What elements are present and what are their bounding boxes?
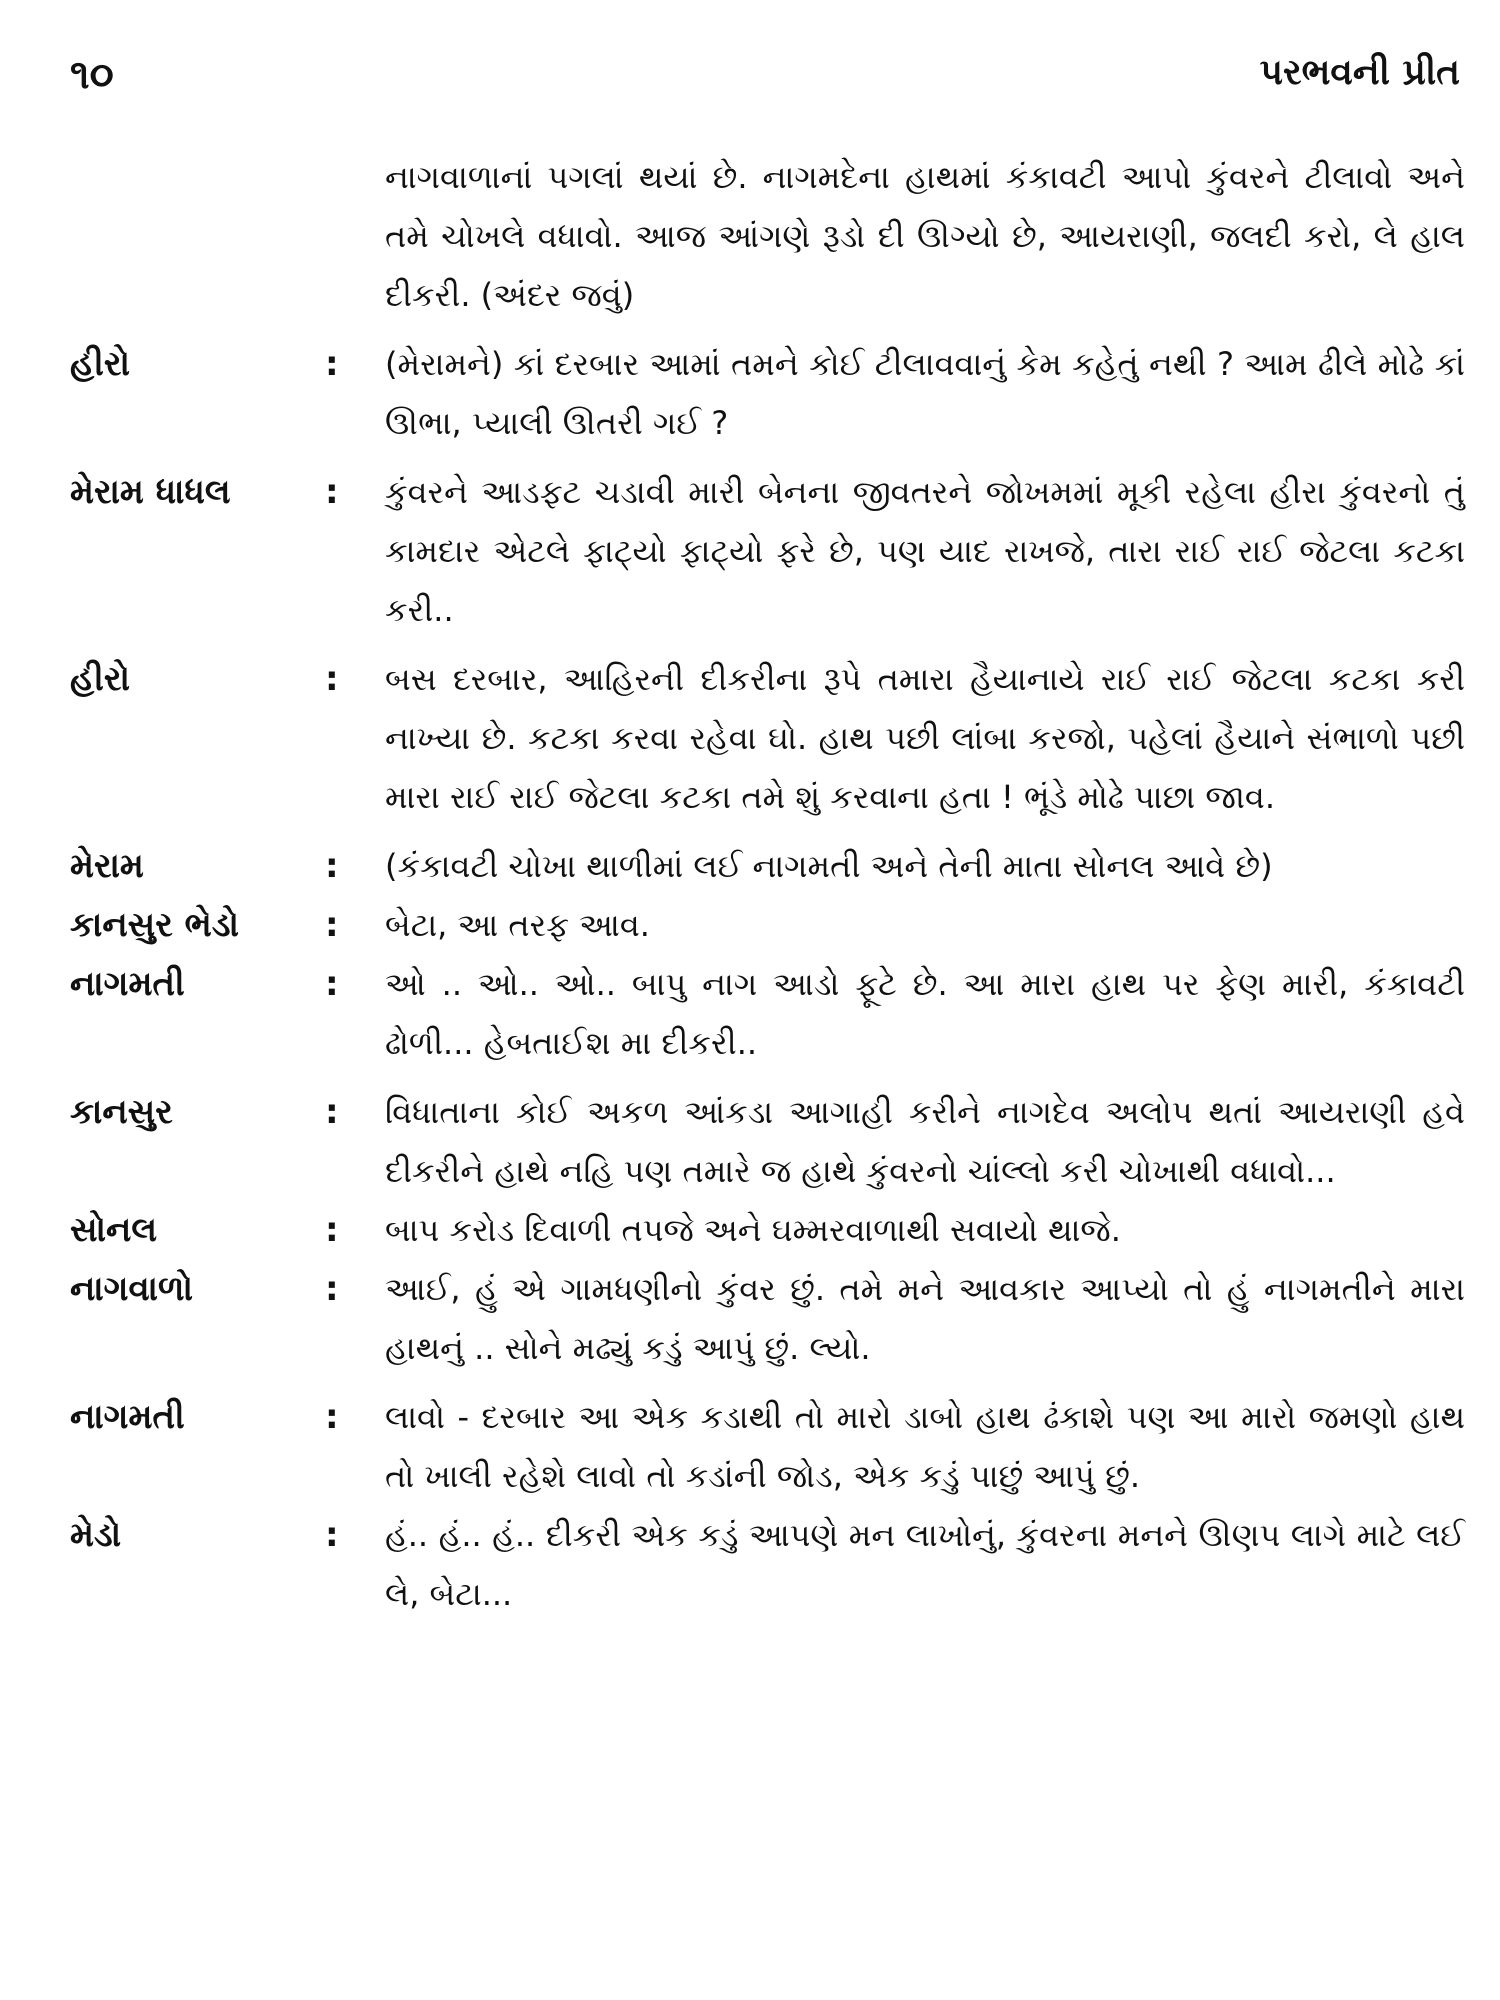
speaker-colon: :: [325, 1515, 339, 1555]
speaker-colon: :: [325, 964, 339, 1004]
speech-text: વિધાતાના કોઈ અકળ આંકડા આગાહી કરીને નાગદેવ અલોપ થતાં આયરાણી હવે દીકરીને હાથે નહિ પણ તમારે જ હાથે કુંવરનો ચાંલ્લો કરી ચોખાથી વધાવો...: [385, 1093, 1465, 1190]
dialogue-entry: [70, 896, 1470, 955]
speaker-name: કાનસુર: [70, 1092, 173, 1132]
speaker-name: નાગમતી: [70, 1397, 185, 1437]
page-number: ૧૦: [70, 52, 114, 98]
speaker-name: હીરો: [70, 659, 130, 699]
speech-text: બાપ કરોડ દિવાળી તપજે અને ઘમ્મરવાળાથી સવાયો થાજે.: [385, 1211, 1121, 1249]
dialogue-entry: [70, 1083, 1470, 1201]
speech-text: આઈ, હું એ ગામધણીનો કુંવર છું. તમે મને આવકાર આપ્યો તો હું નાગમતીને મારા હાથનું .. સોને મઢ્યું કડું આપું છું. લ્યો.: [385, 1270, 1465, 1367]
speaker-name: મેરામ ધાધલ: [70, 472, 231, 512]
speech-text: બેટા, આ તરફ આવ.: [385, 906, 650, 944]
speaker-name: સોનલ: [70, 1210, 158, 1250]
continued-speech: [70, 148, 1470, 325]
dialogue-list: [70, 335, 1470, 1624]
speaker-colon: :: [325, 905, 339, 945]
dialogue-entry: [70, 1201, 1470, 1260]
speaker-colon: :: [325, 344, 339, 384]
speech-text: કુંવરને આડફટ ચડાવી મારી બેનના જીવતરને જોખમમાં મૂકી રહેલા હીરા કુંવરનો તું કામદાર એટલે ફાટ્યો ફાટ્યો ફરે છે, પણ યાદ રાખજે, તારા રાઈ રાઈ જેટલા કટકા કરી..: [385, 473, 1465, 629]
speech-text: બસ દરબાર, આહિરની દીકરીના રૂપે તમારા હૈયાનાયે રાઈ રાઈ જેટલા કટકા કરી નાખ્યા છે. કટકા કરવા રહેવા ઘો. હાથ પછી લાંબા કરજો, પહેલાં હૈયાને સંભાળો પછી મારા રાઈ રાઈ જેટલા કટકા તમે શું કરવાના હતા ! ભૂંડે મોઢે પાછા જાવ.: [385, 660, 1465, 816]
speech-text: લાવો - દરબાર આ એક કડાથી તો મારો ડાબો હાથ ઢંકાશે પણ આ મારો જમણો હાથ તો ખાલી રહેશે લાવો તો કડાંની જોડ, એક કડું પાછું આપું છું.: [385, 1398, 1465, 1495]
speech-text: (મેરામને) કાં દરબાર આમાં તમને કોઈ ટીલાવવાનું કેમ કહેતું નથી ? આમ ઢીલે મોઢે કાં ઊભા, પ્યાલી ઊતરી ગઈ ?: [385, 345, 1465, 442]
speaker-name: કાનસુર ભેડો: [70, 905, 239, 945]
dialogue-entry: [70, 335, 1470, 453]
dialogue-entry: [70, 1260, 1470, 1378]
speaker-colon: :: [325, 472, 339, 512]
page-header: [70, 52, 1460, 112]
dialogue-entry: [70, 837, 1470, 896]
dialogue-entry: [70, 463, 1470, 640]
speech-text: હં.. હં.. હં.. દીકરી એક કડું આપણે મન લાખોનું, કુંવરના મનને ઊણપ લાગે માટે લઈ લે, બેટા...: [385, 1516, 1465, 1613]
speaker-name: મેરામ: [70, 846, 144, 886]
speech-text: ઓ .. ઓ.. ઓ.. બાપુ નાગ આડો ફૂટે છે. આ મારા હાથ પર ફેણ મારી, કંકાવટી ઢોળી... હેબતાઈશ મા દીકરી..: [385, 965, 1465, 1062]
dialogue-entry: [70, 1506, 1470, 1624]
speaker-name: મેડો: [70, 1515, 122, 1555]
speech-text: નાગવાળાનાં પગલાં થયાં છે. નાગમદેના હાથમાં કંકાવટી આપો કુંવરને ટીલાવો અને તમે ચોખલે વધાવો. આજ આંગણે રૂડો દી ઊગ્યો છે, આયરાણી, જલદી કરો, લે હાલ દીકરી. (અંદર જવું): [385, 158, 1465, 314]
speaker-colon: :: [325, 1269, 339, 1309]
speaker-colon: :: [325, 1210, 339, 1250]
speaker-name: નાગમતી: [70, 964, 185, 1004]
running-title: પરભવની પ્રીત: [1259, 52, 1460, 93]
dialogue-entry: [70, 1388, 1470, 1506]
speaker-colon: :: [325, 846, 339, 886]
speaker-colon: :: [325, 659, 339, 699]
dialogue-entry: [70, 650, 1470, 827]
speaker-colon: :: [325, 1092, 339, 1132]
speaker-colon: :: [325, 1397, 339, 1437]
play-text: [70, 148, 1470, 1624]
dialogue-entry: [70, 955, 1470, 1073]
speech-text: (કંકાવટી ચોખા થાળીમાં લઈ નાગમતી અને તેની માતા સોનલ આવે છે): [385, 847, 1273, 885]
speaker-name: નાગવાળો: [70, 1269, 194, 1309]
speaker-name: હીરો: [70, 344, 130, 384]
